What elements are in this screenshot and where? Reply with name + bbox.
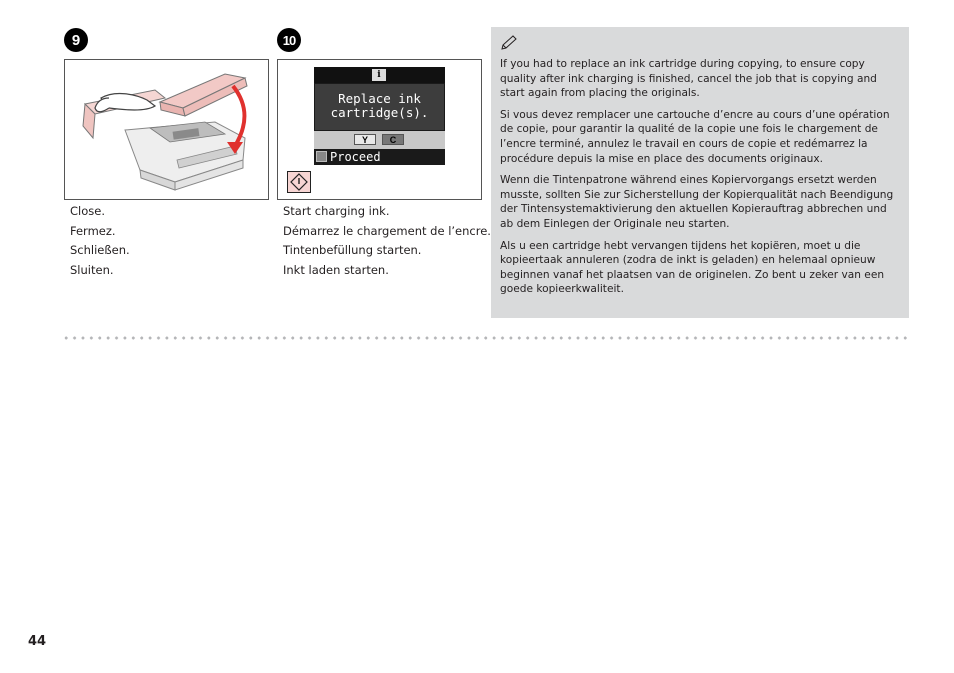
caption-de: Schließen. xyxy=(70,243,130,257)
lcd-illustration xyxy=(277,59,482,200)
lcd-proceed-row xyxy=(314,150,445,165)
pencil-icon xyxy=(500,35,518,51)
caption-en: Start charging ink. xyxy=(283,204,390,218)
caption-nl: Sluiten. xyxy=(70,262,114,277)
note-box xyxy=(491,27,909,318)
caption-fr: Fermez. xyxy=(70,223,116,238)
step-9-captions xyxy=(70,202,130,280)
printer-icon xyxy=(65,60,268,199)
lcd-message: Replace ink cartridge(s). xyxy=(315,84,444,130)
caption-fr: Démarrez le chargement de l’encre. xyxy=(283,223,491,238)
caption-nl: Inkt laden starten. xyxy=(283,262,389,277)
note-paragraph-en: If you had to replace an ink cartridge during copying, to ensure copy quality after ink charging is finished, cancel the job that is copying and start again from placing the originals. xyxy=(500,58,877,100)
ink-cyan-label: C xyxy=(382,134,404,145)
caption-de: Tintenbefüllung starten. xyxy=(283,243,422,257)
lcd-screen xyxy=(314,67,445,165)
ink-yellow-label: Y xyxy=(354,134,376,145)
step-number-10: 10 xyxy=(277,28,301,52)
step-10-captions xyxy=(283,202,491,280)
page-number: 44 xyxy=(28,634,47,649)
printer-close-illustration xyxy=(64,59,269,200)
caption-en: Close. xyxy=(70,204,105,218)
step-number-9: 9 xyxy=(64,28,88,52)
dotted-divider xyxy=(62,336,910,340)
info-icon: i xyxy=(372,69,386,81)
note-paragraph-nl: Als u een cartridge hebt vervangen tijdens het kopiëren, moet u die kopieertaak annuleren (zodra de inkt is geladen) en helemaal opnieuw beginnen vanaf het plaatsen van de originelen. Zo bent u zeker van een goede kopieerkwaliteit. xyxy=(500,239,885,296)
proceed-label: Proceed xyxy=(330,150,381,164)
note-paragraph-de: Wenn die Tintenpatrone während eines Kopiervorgangs ersetzt werden musste, sollten Sie zur Sicherstellung der Kopierqualität nach Beendigung der Tintensystemaktivierung den aktuellen Kopierauftrag abbrechen und ab dem Einlegen der Originale neu starten. xyxy=(500,174,894,230)
start-button-icon xyxy=(316,151,327,162)
note-paragraph-fr: Si vous devez remplacer une cartouche d’encre au cours d’une opération de copie, pour garantir la qualité de la copie une fois le chargement de l’encre terminé, annulez le travail en cours de copie et redémarrez la procédure depuis la mise en place des documents originaux. xyxy=(500,108,890,165)
start-button-icon xyxy=(287,171,311,193)
ink-status-bar xyxy=(314,131,445,149)
